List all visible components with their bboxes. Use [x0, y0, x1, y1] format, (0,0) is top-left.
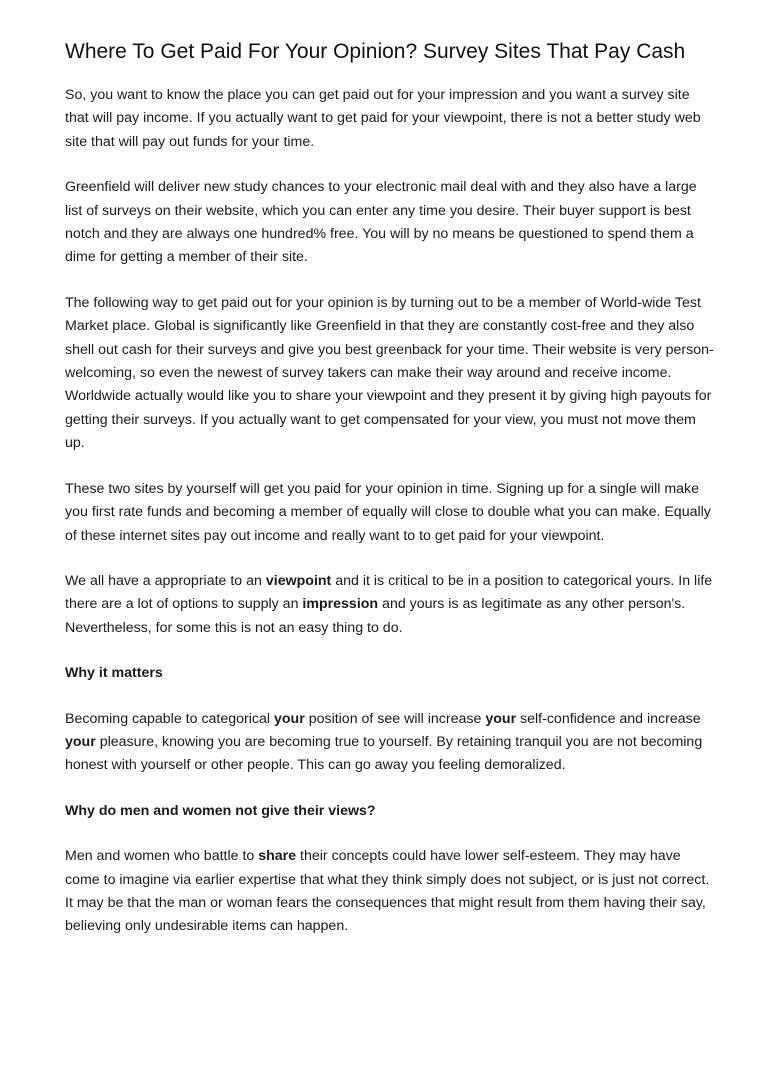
heading-why-no-views: Why do men and women not give their views? [65, 802, 376, 819]
document-page [65, 40, 715, 961]
bold-keyword: share [258, 848, 297, 865]
text-run: Men and women who battle to [65, 848, 259, 865]
document-title: Where To Get Paid For Your Opinion? Survey Sites That Pay Cash [65, 40, 686, 63]
bold-keyword: your [274, 710, 305, 727]
text-run: We all have a appropriate to an [65, 572, 266, 589]
text-run: pleasure, knowing you are becoming true to yourself. By retaining tranquil you are not becoming honest with yourself or other people. This can go away you feeling demoralized. [65, 733, 703, 774]
bold-keyword: impression [302, 596, 379, 613]
paragraph-global-test-market: The following way to get paid out for your opinion is by turning out to be a member of World-wide Test Market place. Global is significantly like Greenfield in that they are constantly cost-free and they also shell out cash for their surveys and give you best greenback for your time. Their website is very person-welcoming, so even the newest of survey takers can make their way around and receive income. Worldwide actually would like you to share your viewpoint and they present it by giving high payouts for getting their surveys. If you actually want to get compensated for your view, you must not move them up. [65, 294, 714, 452]
text-run: their concepts could have lower self-esteem. They may have come to imagine via earlier expertise that what they think simply does not subject, or is just not correct. It may be that the man or woman fears the consequences that might result from them having their say, believing only undesirable items can happen. [65, 848, 710, 935]
paragraph-intro: So, you want to know the place you can get paid out for your impression and you want a survey site that will pay income. If you actually want to get paid for your viewpoint, there is not a better study web site that will pay out funds for your time. [65, 87, 701, 150]
paragraph-greenfield: Greenfield will deliver new study chances to your electronic mail deal with and they also have a large list of surveys on their website, which you can enter any time you desire. Their buyer support is best notch and they are always one hundred% free. You will by no means be questioned to spend them a dime for getting a member of their site. [65, 179, 697, 266]
bold-keyword: your [485, 710, 517, 727]
text-run: position of see will increase [304, 710, 486, 727]
bold-keyword: viewpoint [265, 572, 332, 589]
text-run: Becoming capable to categorical [65, 710, 274, 727]
text-run: and yours is as legitimate as any other person's. Nevertheless, for some this is not an easy thing to do. [65, 596, 686, 636]
text-run: self-confidence and increase [516, 710, 701, 727]
paragraph-right-to-viewpoint [65, 570, 715, 640]
bold-keyword: your [65, 733, 96, 750]
text-run: and it is critical to be in a position to categorical yours. In life there are a lot of options to supply an [65, 572, 713, 613]
paragraph-self-esteem [65, 845, 715, 939]
heading-why-it-matters: Why it matters [65, 665, 163, 682]
paragraph-two-sites: These two sites by yourself will get you paid for your opinion in time. Signing up for a single will make you first rate funds and becoming a member of equally will close to double what you can make. Equally of these internet sites pay out income and really want to to get paid for your viewpoint. [65, 480, 711, 544]
paragraph-self-confidence [65, 708, 715, 778]
